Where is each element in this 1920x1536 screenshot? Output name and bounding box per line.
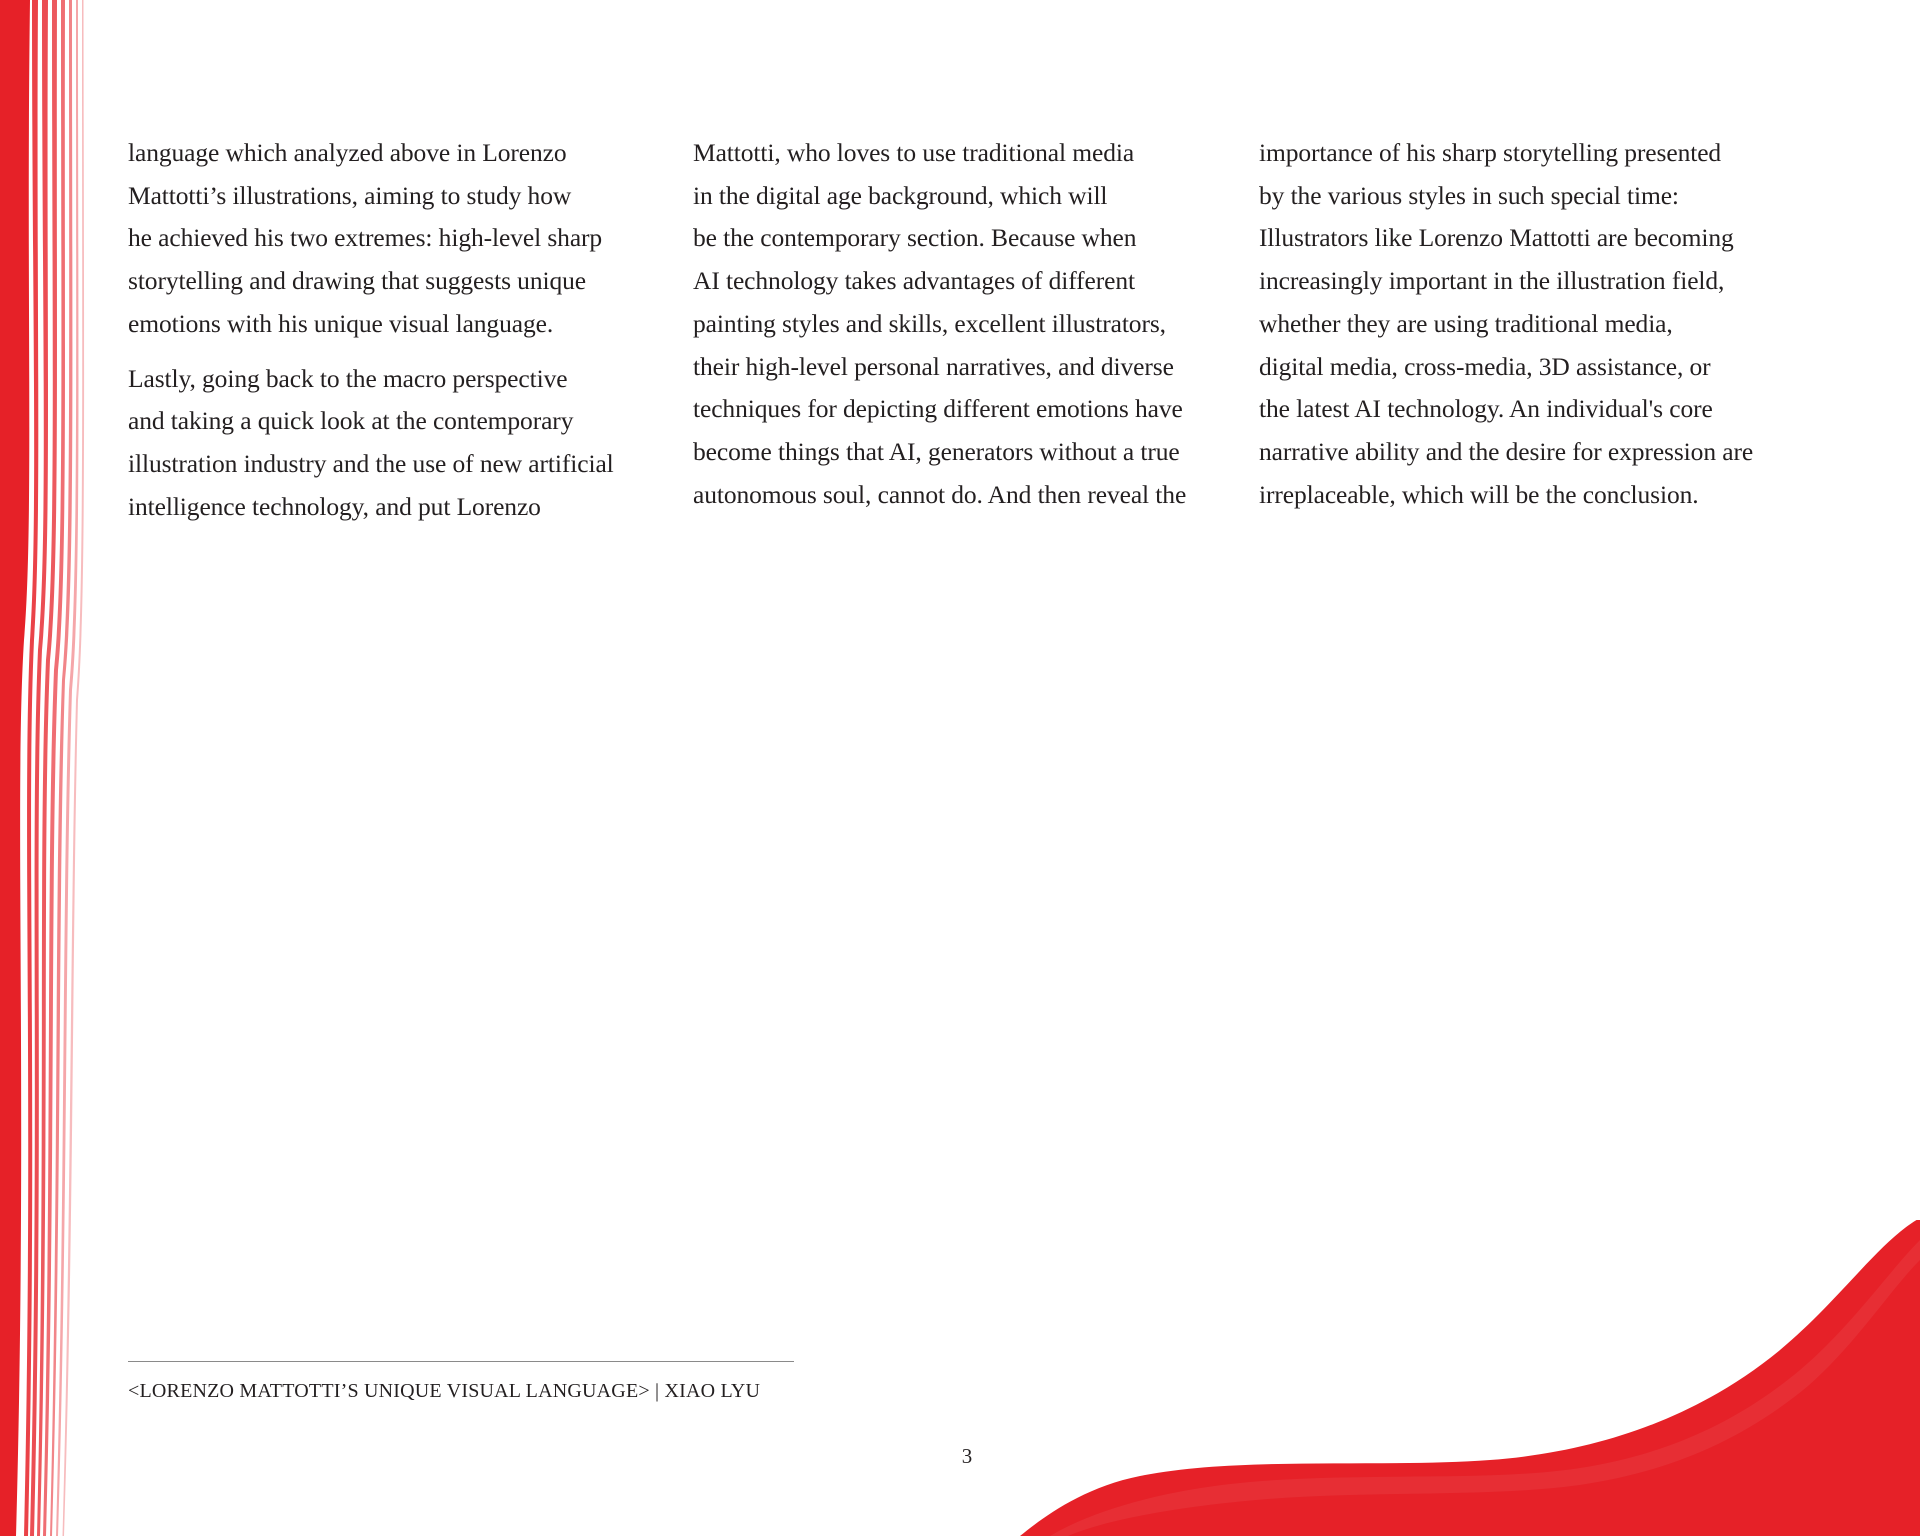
running-footer-caption: <LORENZO MATTOTTI’S UNIQUE VISUAL LANGUAGE> | XIAO LYU (128, 1380, 761, 1402)
paragraph: Lastly, going back to the macro perspective and taking a quick look at the contemporary illustration industry and the use of new artificial intelligence technology, and put Lorenzo (128, 363, 614, 521)
paragraph: Mattotti, who loves to use traditional media in the digital age background, which will be the contemporary section. Because when AI technology takes advantages of different painting styles and skills, excellent illustrators, their high-level personal narratives, and diverse techniques for depicting different emotions have become things that AI, generators without a true autonomous soul, cannot do. And then reveal the (693, 138, 1187, 509)
paragraph: importance of his sharp storytelling presented by the various styles in such special time: Illustrators like Lorenzo Mattotti are becoming increasingly important in the illustration field, whether they are using traditional media, digital media, cross-media, 3D assistance, or the latest AI technology. An individual's core narrative ability and the desire for expression are irreplaceable, which will be the conclusion. (1259, 138, 1754, 509)
text-column-2 (693, 132, 1253, 516)
paragraph: language which analyzed above in Lorenzo Mattotti’s illustrations, aiming to study how he achieved his two extremes: high-level sharp storytelling and drawing that suggests unique emotions with his unique visual language. (128, 138, 603, 338)
page-number: 3 (961, 1444, 973, 1468)
red-brush-strokes-decoration (0, 0, 100, 1536)
text-column-1 (128, 132, 688, 528)
text-column-3 (1259, 132, 1819, 516)
red-paint-wave-decoration (1020, 1220, 1920, 1536)
footer-divider (128, 1361, 794, 1362)
